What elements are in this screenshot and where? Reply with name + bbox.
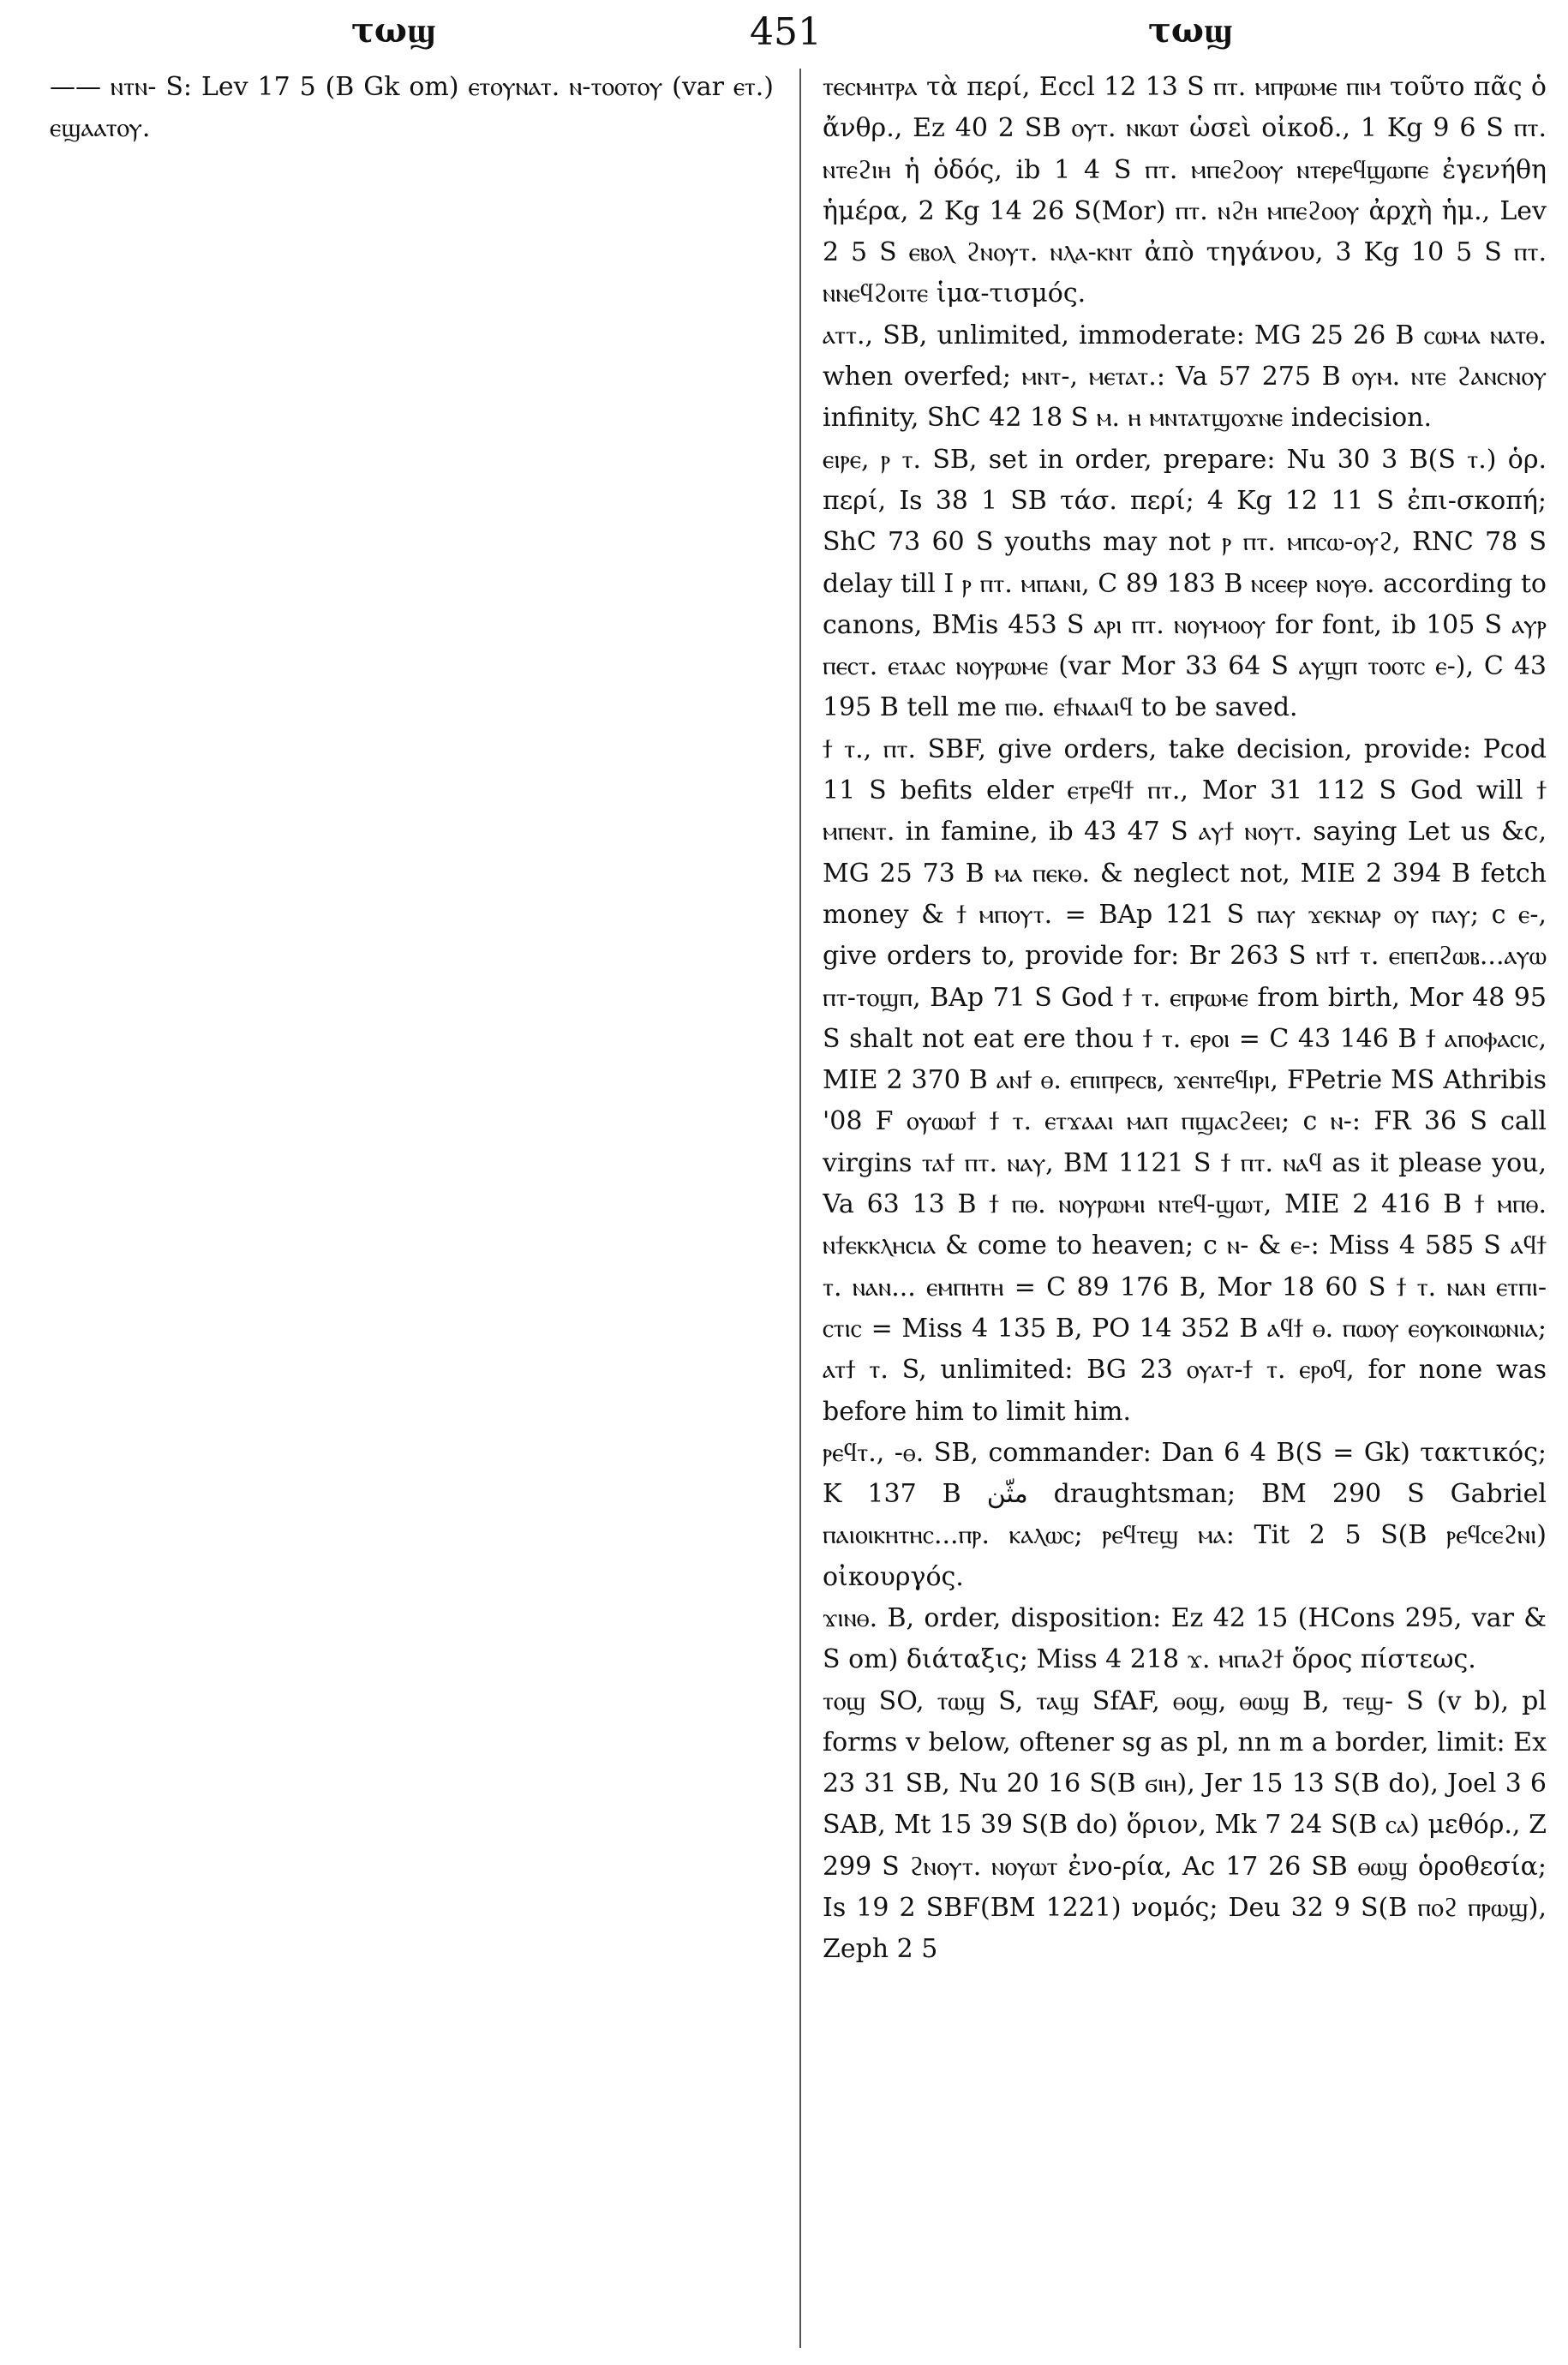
right-column [823,67,1547,2346]
entry-paragraph: ⲧⲉⲥⲙⲏⲧⲣⲁ τὰ περί, Eccl 12 13 S ⲡⲧ. ⲙⲡⲣⲱⲙⲉ ⲡⲓⲙ τοῦτο πᾶς ὁ ἄνθρ., Ez 40 2 SB ⲟⲩⲧ. ⲛⲕⲱⲧ ὡσεὶ οἰκοδ., 1 Kg 9 6 S ⲡⲧ. ⲛⲧⲉϩⲓⲏ ἡ ὁδός, ib 1 4 S ⲡⲧ. ⲙⲡⲉϩⲟⲟⲩ ⲛⲧⲉⲣⲉϥϣⲱⲡⲉ ἐγενήθη ἡμέρα, 2 Kg 14 26 S(Mor) ⲡⲧ. ⲛϩⲏ ⲙⲡⲉϩⲟⲟⲩ ἀρχὴ ἡμ., Lev 2 5 S ⲉⲃⲟⲗ ϩⲛⲟⲩⲧ. ⲛⲗⲁ-ⲕⲛⲧ ἀπὸ τηγάνου, 3 Kg 10 5 S ⲡⲧ. ⲛⲛⲉϥϩⲟⲓⲧⲉ ἱμα-τισμός. [823,72,1547,309]
page-header [60,10,1517,62]
running-headword-left: τωϣ [351,10,436,51]
entry-paragraph: ⲧⲟϣ SO, ⲧⲱϣ S, ⲧⲁϣ SfAF, ⲑⲟϣ, ⲑⲱϣ B, ⲧⲉϣ- S (v b), pl forms v below, oftener sg as pl, nn m a border, limit: Ex 23 31 SB, Nu 20 16 S(B ϭⲓⲏ), Jer 15 13 S(B do), Joel 3 6 SAB, Mt 15 39 S(B do) ὅριον, Mk 7 24 S(B ⲥⲁ) μεθόρ., Z 299 S ϩⲛⲟⲩⲧ. ⲛⲟⲩⲱⲧ ἐνο-ρία, Ac 17 26 SB ⲑⲱϣ ὁροθεσία; Is 19 2 SBF(BM 1221) νομός; Deu 32 9 S(B ⲡⲟϩ ⲡⲣⲱϣ), Zeph 2 5 [823,1685,1547,1965]
column-divider [799,69,801,2348]
entry-paragraph: ϯ ⲧ., ⲡⲧ. SBF, give orders, take decision, provide: Pcod 11 S befits elder ⲉⲧⲣⲉϥϯ ⲡⲧ., Mor 31 112 S God will ϯ ⲙⲡⲉⲛⲧ. in famine, ib 43 47 S ⲁⲩϯ ⲛⲟⲩⲧ. saying Let us &c, MG 25 73 B ⲙⲁ ⲡⲉⲕⲑ. & neglect not, MIE 2 394 B fetch money & ϯ ⲙⲡⲟⲩⲧ. = BAp 121 S ⲡⲁⲩ ϫⲉⲕⲛⲁⲣ ⲟⲩ ⲡⲁⲩ; c ⲉ-, give orders to, provide for: Br 263 S ⲛⲧϯ ⲧ. ⲉⲡⲉⲡϩⲱⲃ...ⲁⲩⲱ ⲡⲧ-ⲧⲟϣⲡ, BAp 71 S God ϯ ⲧ. ⲉⲡⲣⲱⲙⲉ from birth, Mor 48 95 S shalt not eat ere thou ϯ ⲧ. ⲉⲣⲟⲓ = C 43 146 B ϯ ⲁⲡⲟⲫⲁⲥⲓⲥ, MIE 2 370 B ⲁⲛϯ ⲑ. ⲉⲡⲓⲡⲣⲉⲥⲃ, ϫⲉⲛⲧⲉϥⲓⲣⲓ, FPetrie MS Athribis '08 F ⲟⲩⲱⲱϯ ϯ ⲧ. ⲉⲧϫⲁⲁⲓ ⲙⲁⲡ ⲡϣⲁⲥϩⲉⲉⲓ; c ⲛ-: FR 36 S call virgins ⲧⲁϯ ⲡⲧ. ⲛⲁⲩ, BM 1121 S ϯ ⲡⲧ. ⲛⲁϥ as it please you, Va 63 13 B ϯ ⲡⲑ. ⲛⲟⲩⲣⲱⲙⲓ ⲛⲧⲉϥ-ϣⲱⲧ, MIE 2 416 B ϯ ⲙⲡⲑ. ⲛϯⲉⲕⲕⲗⲏⲥⲓⲁ & come to heaven; c ⲛ- & ⲉ-: Miss 4 585 S ⲁϥϯ ⲧ. ⲛⲁⲛ... ⲉⲙⲡⲏⲧⲏ = C 89 176 B, Mor 18 60 S ϯ ⲧ. ⲛⲁⲛ ⲉⲧⲡⲓ-ⲥⲧⲓⲥ = Miss 4 135 B, PO 14 352 B ⲁϥϯ ⲑ. ⲡⲱⲟⲩ ⲉⲟⲩⲕⲟⲓⲛⲱⲛⲓⲁ; ⲁⲧϯ ⲧ. S, unlimited: BG 23 ⲟⲩⲁⲧ-ϯ ⲧ. ⲉⲣⲟϥ, for none was before him to limit him. [823,733,1547,1427]
running-headword-right: τωϣ [1148,10,1233,51]
entry-paragraph: —— ⲛⲧⲛ- S: Lev 17 5 (B Gk om) ⲉⲧⲟⲩⲛⲁⲧ. ⲛ-ⲧⲟⲟⲧⲟⲩ (var ⲉⲧ.) ⲉϣⲁⲁⲧⲟⲩ. [50,72,774,144]
entry-paragraph: ⲉⲓⲣⲉ, ⲣ ⲧ. SB, set in order, prepare: Nu 30 3 B(S ⲧ.) ὁρ. περί, Is 38 1 SB τάσ. περί; 4 Kg 12 11 S ἐπι-σκοπή; ShC 73 60 S youths may not ⲣ ⲡⲧ. ⲙⲡⲥⲱ-ⲟⲩϩ, RNC 78 S delay till I ⲣ ⲡⲧ. ⲙⲡⲁⲛⲓ, C 89 183 B ⲛⲥⲉⲉⲣ ⲛⲟⲩⲑ. according to canons, BMis 453 S ⲁⲣⲓ ⲡⲧ. ⲛⲟⲩⲙⲟⲟⲩ for font, ib 105 S ⲁⲩⲣ ⲡⲉⲥⲧ. ⲉⲧⲁⲁⲥ ⲛⲟⲩⲣⲱⲙⲉ (var Mor 33 64 S ⲁⲩϣⲡ ⲧⲟⲟⲧⲥ ⲉ-), C 43 195 B tell me ⲡⲓⲑ. ⲉϯⲛⲁⲁⲓϥ to be saved. [823,444,1547,723]
entry-paragraph: ⲁⲧⲧ., SB, unlimited, immoderate: MG 25 26 B ⲥⲱⲙⲁ ⲛⲁⲧⲑ. when overfed; ⲙⲛⲧ-, ⲙⲉⲧⲁⲧ.: Va 57 275 B ⲟⲩⲙ. ⲛⲧⲉ ϩⲁⲛⲥⲛⲟⲩ infinity, ShC 42 18 S ⲙ. ⲏ ⲙⲛⲧⲁⲧϣⲟϫⲛⲉ indecision. [823,320,1547,434]
page-number: 451 [750,10,822,54]
entry-paragraph: ϫⲓⲛⲑ. B, order, disposition: Ez 42 15 (HCons 295, var & S om) διάταξις; Miss 4 218 ϫ. ⲙⲡⲁϩϯ ὅρος πίστεως. [823,1602,1547,1675]
left-column [50,67,774,2346]
entry-paragraph: ⲣⲉϥⲧ., -ⲑ. SB, commander: Dan 6 4 B(S = Gk) τακτικός; K 137 B مثّن draughtsman; BM 290 S Gabriel ⲡⲁⲓⲟⲓⲕⲏⲧⲏⲥ...ⲡⲣ. ⲕⲁⲗⲱⲥ; ⲣⲉϥⲧⲉϣ ⲙⲁ: Tit 2 5 S(B ⲣⲉϥⲥⲉϩⲛⲓ) οἰκουργός. [823,1437,1547,1592]
